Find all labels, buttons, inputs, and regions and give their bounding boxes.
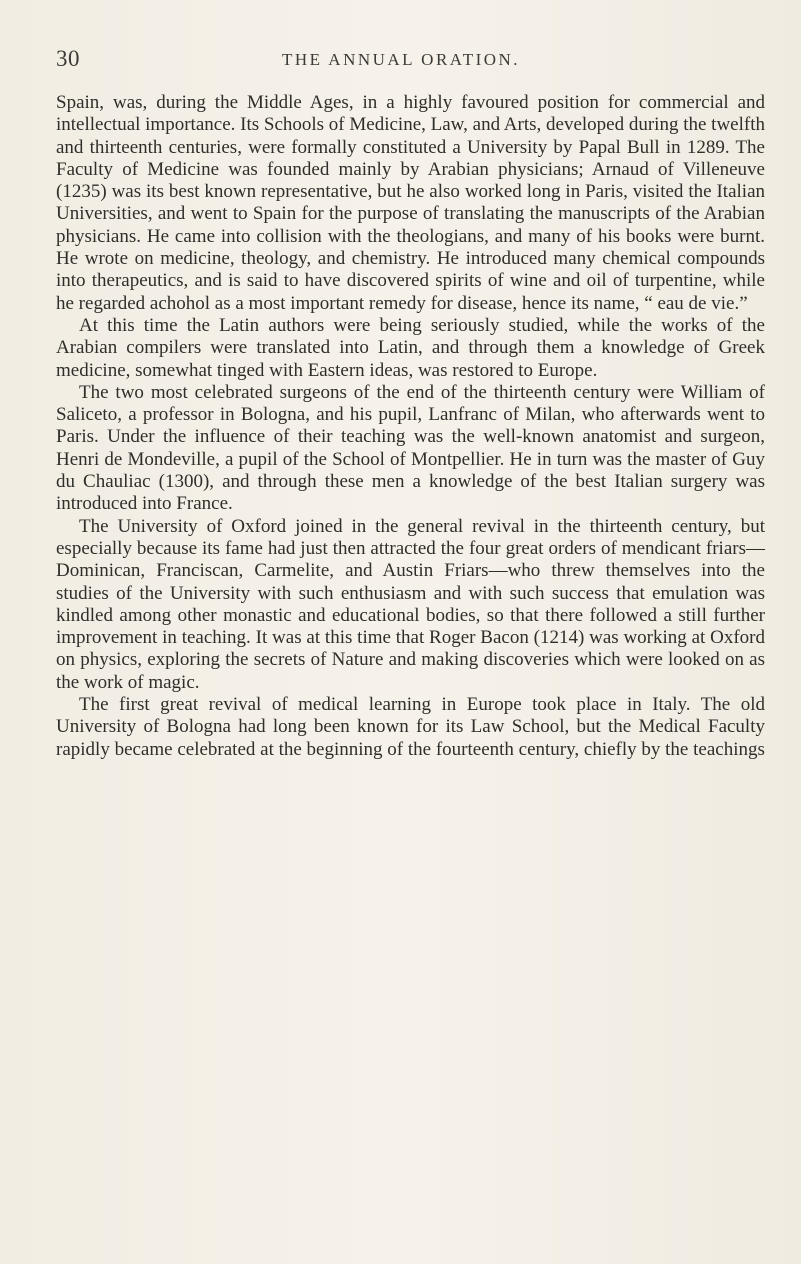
running-head — [56, 46, 746, 74]
paragraph-continued: Spain, was, during the Middle Ages, in a highly favoured position for commercial and intellectual importance. Its Schools of Medicine, Law, and Arts, developed during the twelfth and thirteenth centuries, were formally constituted a University by Papal Bull in 1289. The Faculty of Medicine was founded mainly by Arabian physicians; Arnaud of Villeneuve (1235) was its best known representative, but he also worked long in Paris, visited the Italian Universities, and went to Spain for the purpose of translating the manuscripts of the Arabian physicians. He came into collision with the theologians, and many of his books were burnt. He wrote on medicine, theology, and chemistry. He introduced many chemical compounds into therapeutics, and is said to have discovered spirits of wine and oil of turpentine, while he regarded achohol as a most important remedy for disease, hence its name, “ eau de vie.” — [56, 92, 765, 314]
paragraph: At this time the Latin authors were being seriously studied, while the works of the Arabian compilers were translated into Latin, and through them a knowledge of Greek medicine, somewhat tinged with Eastern ideas, was restored to Europe. — [56, 314, 765, 381]
body-text — [56, 92, 765, 761]
page-number: 30 — [56, 46, 80, 71]
paragraph: The University of Oxford joined in the general revival in the thirteenth century, but especially because its fame had just then attracted the four great orders of mendicant friars—Dominican, Franciscan, Carmelite, and Austin Friars—who threw themselves into the studies of the University with such enthusiasm and with such success that emulation was kindled among other monastic and educational bodies, so that there followed a still further improvement in teaching. It was at this time that Roger Bacon (1214) was working at Oxford on physics, exploring the secrets of Nature and making discoveries which were looked on as the work of magic. — [56, 515, 765, 693]
paragraph: The first great revival of medical learning in Europe took place in Italy. The old University of Bologna had long been known for its Law School, but the Medical Faculty rapidly became celebrated at the beginning of the fourteenth century, chiefly by the teachings — [56, 694, 765, 760]
running-title: THE ANNUAL ORATION. — [281, 50, 521, 69]
paragraph: The two most celebrated surgeons of the end of the thirteenth century were William of Saliceto, a professor in Bologna, and his pupil, Lanfranc of Milan, who afterwards went to Paris. Under the influence of their teaching was the well-known anatomist and surgeon, Henri de Mondeville, a pupil of the School of Montpellier. He in turn was the master of Guy du Chauliac (1300), and through these men a knowledge of the best Italian surgery was introduced into France. — [56, 381, 765, 515]
